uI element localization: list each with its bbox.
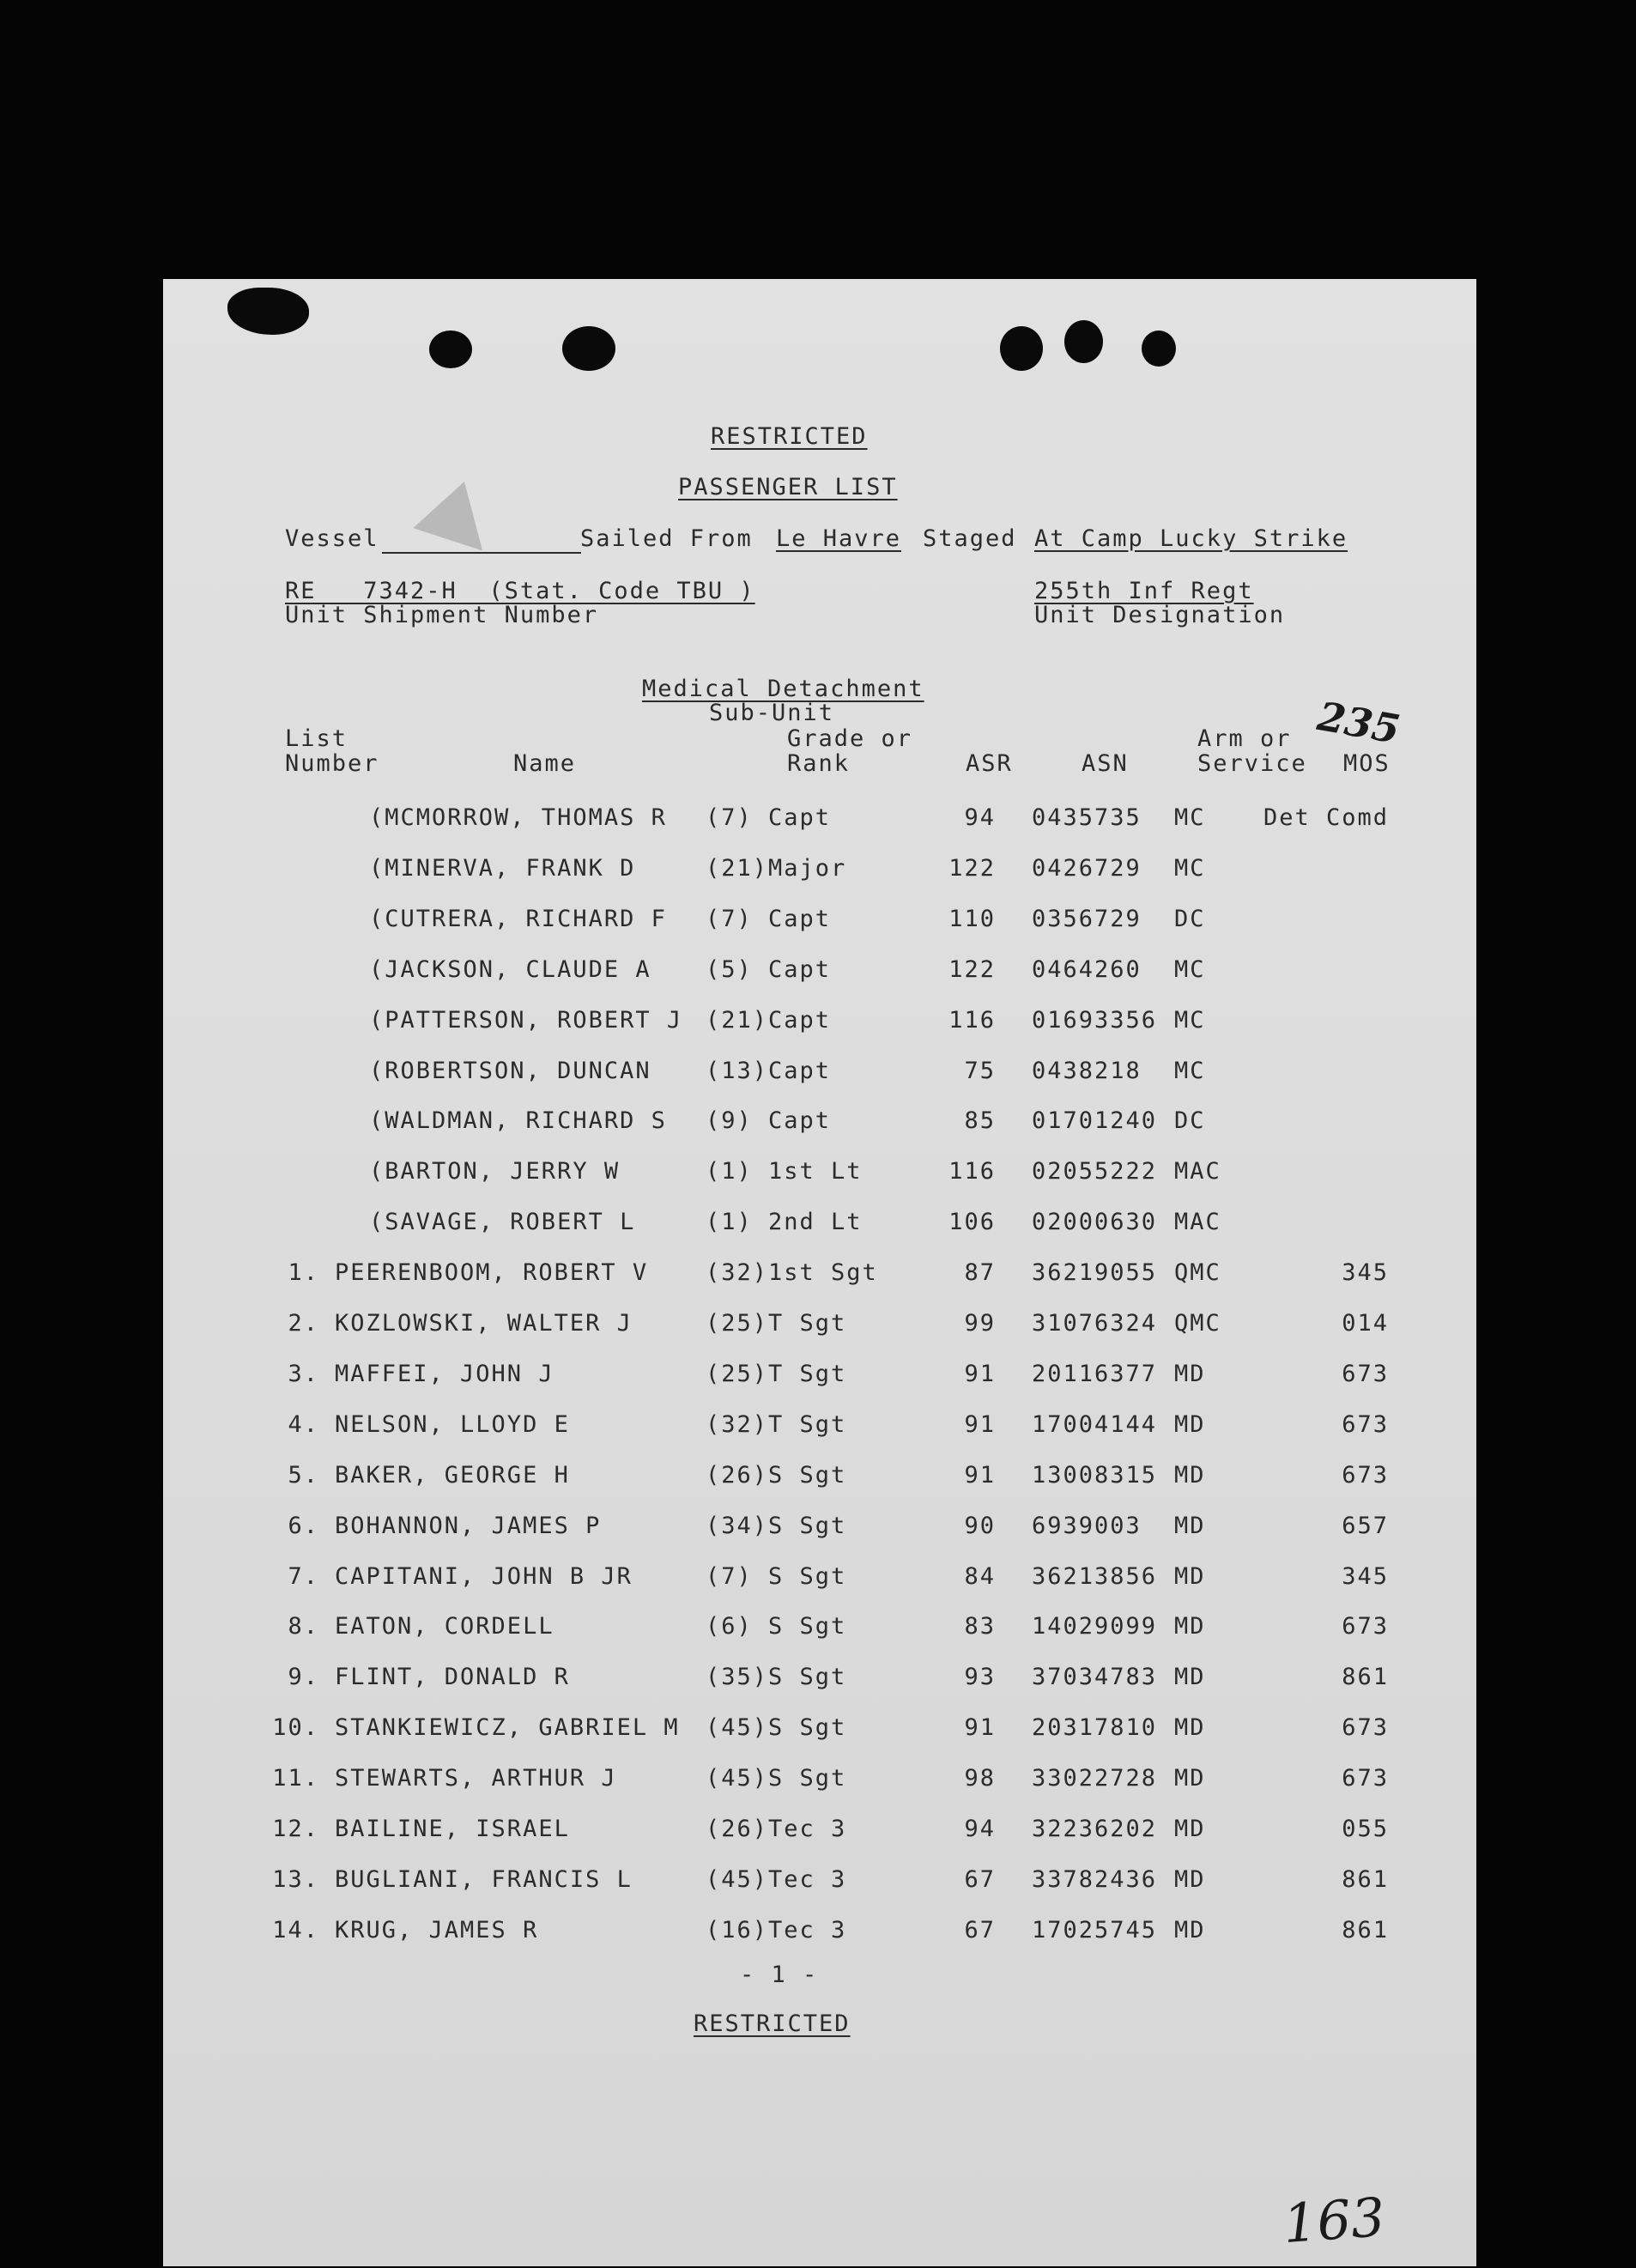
- row-grade: (21)Capt: [706, 1006, 832, 1034]
- row-mos: 861: [1342, 1865, 1389, 1893]
- row-grade: (35)S Sgt: [706, 1664, 847, 1691]
- staged-value: At Camp Lucky Strike: [1034, 525, 1348, 552]
- row-name: NELSON, LLOYD E: [335, 1410, 570, 1438]
- row-asr: 67: [964, 1916, 996, 1944]
- row-asn: 02000630: [1032, 1209, 1158, 1236]
- row-number: 12.: [272, 1816, 319, 1842]
- row-grade: (16)Tec 3: [706, 1916, 847, 1944]
- row-grade: (13)Capt: [706, 1057, 832, 1084]
- row-grade: (1) 1st Lt: [706, 1158, 863, 1186]
- row-name: KOZLOWSKI, WALTER J: [335, 1310, 633, 1337]
- row-grade: (32)T Sgt: [706, 1410, 847, 1438]
- row-asn: 6939003: [1032, 1512, 1142, 1539]
- handwritten-page: 163: [1281, 2185, 1387, 2256]
- row-name: (JACKSON, CLAUDE A: [369, 955, 651, 983]
- row-name: (CUTRERA, RICHARD F: [369, 905, 667, 932]
- row-asn: 20116377: [1032, 1360, 1158, 1387]
- page-number: - 1 -: [740, 1962, 819, 1988]
- row-name: EATON, CORDELL: [335, 1613, 554, 1640]
- row-mos: 673: [1342, 1765, 1389, 1792]
- row-mos: 657: [1342, 1512, 1389, 1539]
- row-asn: 37034783: [1032, 1664, 1158, 1691]
- vessel-field: [382, 552, 581, 554]
- staged-label: Staged: [923, 525, 1017, 552]
- col-mos: MOS: [1343, 750, 1391, 777]
- row-grade: (7) S Sgt: [706, 1562, 847, 1590]
- row-asr: 94: [964, 1816, 996, 1842]
- punch-hole: [1064, 320, 1103, 363]
- col-service: Service: [1197, 750, 1307, 777]
- row-service: MD: [1174, 1410, 1206, 1438]
- row-asn: 14029099: [1032, 1613, 1158, 1640]
- row-name: (BARTON, JERRY W: [369, 1158, 621, 1186]
- punch-hole: [1142, 330, 1176, 367]
- col-asr: ASR: [966, 750, 1013, 777]
- row-number: 7.: [288, 1562, 319, 1590]
- row-mos: 861: [1342, 1916, 1389, 1944]
- row-asr: 122: [948, 955, 996, 983]
- row-service: MD: [1174, 1461, 1206, 1489]
- row-name: (MINERVA, FRANK D: [369, 854, 636, 882]
- row-number: 4.: [288, 1410, 319, 1438]
- row-mos: 014: [1342, 1310, 1389, 1337]
- row-asn: 33782436: [1032, 1865, 1158, 1893]
- row-asn: 0426729: [1032, 854, 1142, 882]
- row-asr: 90: [964, 1512, 996, 1539]
- col-grade: Grade or: [787, 725, 913, 752]
- row-service: MD: [1174, 1562, 1206, 1590]
- row-mos: 345: [1342, 1259, 1389, 1287]
- row-number: 10.: [272, 1714, 319, 1742]
- row-service: MD: [1174, 1765, 1206, 1792]
- row-grade: (26)S Sgt: [706, 1461, 847, 1489]
- row-asr: 67: [964, 1865, 996, 1893]
- row-service: MAC: [1174, 1158, 1221, 1186]
- row-mos: 861: [1342, 1664, 1389, 1691]
- row-asr: 116: [948, 1158, 996, 1186]
- row-asn: 0435735: [1032, 804, 1142, 831]
- row-name: (ROBERTSON, DUNCAN: [369, 1057, 651, 1084]
- row-service: MC: [1174, 804, 1206, 831]
- row-asn: 0438218: [1032, 1057, 1142, 1084]
- document-title: PASSENGER LIST: [678, 474, 898, 500]
- row-service: MC: [1174, 1006, 1206, 1034]
- row-grade: (7) Capt: [706, 804, 832, 831]
- row-asr: 87: [964, 1259, 996, 1287]
- row-asr: 85: [964, 1107, 996, 1135]
- row-asr: 91: [964, 1714, 996, 1742]
- row-name: MAFFEI, JOHN J: [335, 1360, 554, 1387]
- row-mos: Det Comd: [1263, 804, 1389, 831]
- row-asn: 31076324: [1032, 1310, 1158, 1337]
- row-grade: (7) Capt: [706, 905, 832, 932]
- col-arm: Arm or: [1197, 725, 1292, 752]
- row-service: QMC: [1174, 1310, 1221, 1337]
- col-name: Name: [513, 750, 577, 777]
- row-name: KRUG, JAMES R: [335, 1916, 539, 1944]
- row-mos: 673: [1342, 1714, 1389, 1742]
- punch-hole: [429, 330, 472, 368]
- col-number: Number: [285, 750, 379, 777]
- punch-hole: [562, 326, 615, 371]
- row-asn: 01693356: [1032, 1006, 1158, 1034]
- row-service: DC: [1174, 905, 1206, 932]
- row-grade: (25)T Sgt: [706, 1310, 847, 1337]
- row-number: 8.: [288, 1613, 319, 1640]
- row-service: MC: [1174, 1057, 1206, 1084]
- row-service: MD: [1174, 1613, 1206, 1640]
- row-name: CAPITANI, JOHN B JR: [335, 1562, 633, 1590]
- row-asr: 98: [964, 1765, 996, 1792]
- row-grade: (45)S Sgt: [706, 1714, 847, 1742]
- row-service: MAC: [1174, 1209, 1221, 1236]
- col-rank: Rank: [787, 750, 851, 777]
- row-asr: 106: [948, 1209, 996, 1236]
- row-grade: (21)Major: [706, 854, 847, 882]
- row-asn: 13008315: [1032, 1461, 1158, 1489]
- row-name: (SAVAGE, ROBERT L: [369, 1209, 636, 1236]
- row-grade: (5) Capt: [706, 955, 832, 983]
- row-asn: 01701240: [1032, 1107, 1158, 1135]
- shipment-number: RE 7342-H (Stat. Code TBU ): [285, 578, 755, 604]
- row-asn: 02055222: [1032, 1158, 1158, 1186]
- row-name: PEERENBOOM, ROBERT V: [335, 1259, 649, 1287]
- row-asn: 36213856: [1032, 1562, 1158, 1590]
- row-number: 13.: [272, 1865, 319, 1893]
- sailed-from-value: Le Havre: [776, 525, 902, 552]
- row-mos: 673: [1342, 1461, 1389, 1489]
- row-asr: 91: [964, 1360, 996, 1387]
- row-service: MC: [1174, 854, 1206, 882]
- row-asr: 83: [964, 1613, 996, 1640]
- row-name: BAKER, GEORGE H: [335, 1461, 570, 1489]
- row-number: 3.: [288, 1360, 319, 1387]
- col-list: List: [285, 725, 348, 752]
- row-asn: 33022728: [1032, 1765, 1158, 1792]
- row-grade: (25)T Sgt: [706, 1360, 847, 1387]
- row-service: MD: [1174, 1664, 1206, 1691]
- row-asr: 93: [964, 1664, 996, 1691]
- row-name: (WALDMAN, RICHARD S: [369, 1107, 667, 1135]
- row-asn: 36219055: [1032, 1259, 1158, 1287]
- row-mos: 345: [1342, 1562, 1389, 1590]
- row-grade: (34)S Sgt: [706, 1512, 847, 1539]
- row-asr: 99: [964, 1310, 996, 1337]
- unit-designation-value: 255th Inf Regt: [1034, 578, 1254, 604]
- row-name: (MCMORROW, THOMAS R: [369, 804, 667, 831]
- row-number: 11.: [272, 1765, 319, 1792]
- row-asn: 32236202: [1032, 1816, 1158, 1842]
- row-asn: 0356729: [1032, 905, 1142, 932]
- row-name: BUGLIANI, FRANCIS L: [335, 1865, 633, 1893]
- row-asn: 17004144: [1032, 1410, 1158, 1438]
- document-page: [163, 279, 1476, 2266]
- row-number: 6.: [288, 1512, 319, 1539]
- row-name: STANKIEWICZ, GABRIEL M: [335, 1714, 680, 1742]
- row-asr: 84: [964, 1562, 996, 1590]
- sub-unit-value: Medical Detachment: [642, 676, 924, 702]
- row-number: 1.: [288, 1259, 319, 1287]
- classification-bottom: RESTRICTED: [694, 2010, 851, 2037]
- punch-hole: [1000, 326, 1043, 371]
- shadow-mark: [413, 471, 500, 551]
- row-grade: (45)Tec 3: [706, 1865, 847, 1893]
- row-service: MD: [1174, 1865, 1206, 1893]
- row-mos: 055: [1342, 1816, 1389, 1842]
- row-mos: 673: [1342, 1410, 1389, 1438]
- classification-top: RESTRICTED: [711, 423, 868, 450]
- unit-designation-label: Unit Designation: [1034, 602, 1286, 628]
- row-service: QMC: [1174, 1259, 1221, 1287]
- row-name: FLINT, DONALD R: [335, 1664, 570, 1691]
- row-mos: 673: [1342, 1613, 1389, 1640]
- shipment-label: Unit Shipment Number: [285, 602, 599, 628]
- row-asr: 116: [948, 1006, 996, 1034]
- row-number: 9.: [288, 1664, 319, 1691]
- row-grade: (9) Capt: [706, 1107, 832, 1135]
- row-grade: (32)1st Sgt: [706, 1259, 878, 1287]
- row-number: 2.: [288, 1310, 319, 1337]
- row-grade: (1) 2nd Lt: [706, 1209, 863, 1236]
- row-asn: 20317810: [1032, 1714, 1158, 1742]
- row-service: MD: [1174, 1360, 1206, 1387]
- row-service: MD: [1174, 1512, 1206, 1539]
- row-service: MD: [1174, 1816, 1206, 1842]
- row-asr: 94: [964, 804, 996, 831]
- row-number: 5.: [288, 1461, 319, 1489]
- row-number: 14.: [272, 1916, 319, 1944]
- row-asn: 17025745: [1032, 1916, 1158, 1944]
- row-asr: 91: [964, 1410, 996, 1438]
- row-asr: 110: [948, 905, 996, 932]
- row-asr: 75: [964, 1057, 996, 1084]
- col-asn: ASN: [1082, 750, 1129, 777]
- row-service: MD: [1174, 1916, 1206, 1944]
- sailed-from-label: Sailed From: [580, 525, 753, 552]
- row-name: BAILINE, ISRAEL: [335, 1816, 570, 1842]
- row-asr: 91: [964, 1461, 996, 1489]
- punch-hole: [227, 288, 309, 335]
- handwritten-number: 235: [1314, 693, 1403, 753]
- row-service: MD: [1174, 1714, 1206, 1742]
- row-asr: 122: [948, 854, 996, 882]
- vessel-label: Vessel: [285, 525, 379, 552]
- sub-unit-label: Sub-Unit: [709, 700, 835, 726]
- row-service: MC: [1174, 955, 1206, 983]
- row-grade: (6) S Sgt: [706, 1613, 847, 1640]
- row-name: STEWARTS, ARTHUR J: [335, 1765, 617, 1792]
- row-grade: (45)S Sgt: [706, 1765, 847, 1792]
- row-name: (PATTERSON, ROBERT J: [369, 1006, 683, 1034]
- row-name: BOHANNON, JAMES P: [335, 1512, 602, 1539]
- row-mos: 673: [1342, 1360, 1389, 1387]
- row-service: DC: [1174, 1107, 1206, 1135]
- row-grade: (26)Tec 3: [706, 1816, 847, 1842]
- row-asn: 0464260: [1032, 955, 1142, 983]
